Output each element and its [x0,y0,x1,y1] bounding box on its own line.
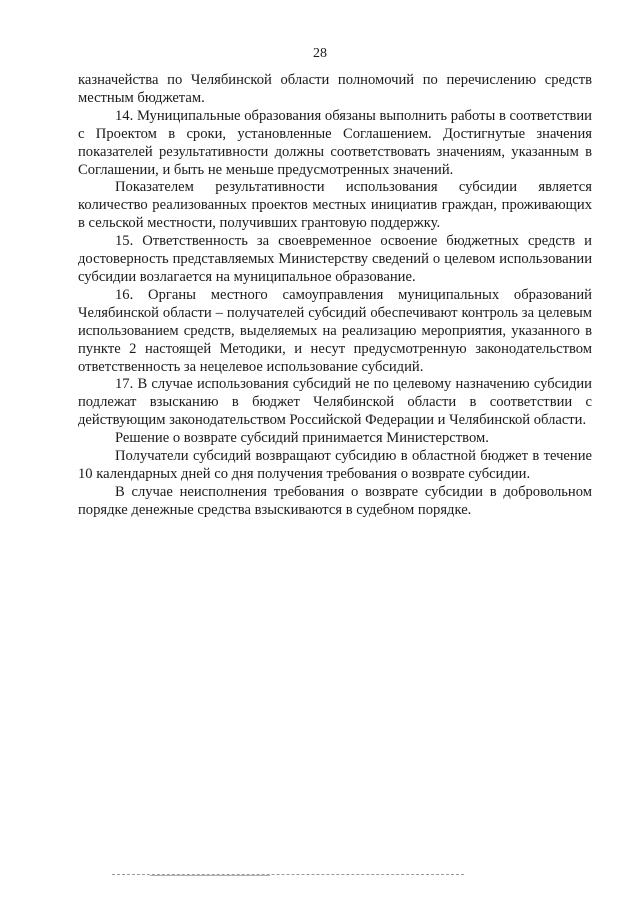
paragraph-return-decision: Решение о возврате субсидий принимается Министерством. [115,430,489,447]
paragraph-court-recovery: В случае неисполнения требования о возврате субсидии в добровольном порядке денежные средства взыскиваются в судебном порядке. [78,483,592,518]
paragraph-continuation: казначейства по Челябинской области полномочий по перечислению средств местным бюджетам. [78,72,592,106]
paragraph-return-term: Получатели субсидий возвращают субсидию в областной бюджет в течение 10 календарных дней со дня получения требования о возврате субсидии. [78,448,592,482]
paragraph-item-14: 14. Муниципальные образования обязаны выполнить работы в соответствии с Проектом в сроки, установленные Соглашением. Достигнутые значения показателей результативности должны соответствовать значениям, указанным в Соглашении, и быть не меньше предусмотренных значений. [78,107,592,178]
paragraph-item-16: 16. Органы местного самоуправления муниципальных образований Челябинской области – получателей субсидий обеспечивают контроль за целевым использованием средств, выделяемых на реализацию мероприятия, указанного в пункте 2 настоящей Методики, и несут предусмотренную законодательством ответственность за нецелевое использование субсидий. [78,286,592,375]
page-number: 28 [313,46,327,61]
footer-rule-fragment [150,875,270,876]
document-body [78,72,592,520]
paragraph-result-indicator: Показателем результативности использования субсидии является количество реализованных проектов местных инициатив граждан, проживающих в сельской местности, получивших грантовую поддержку. [78,179,592,232]
paragraph-item-15: 15. Ответственность за своевременное освоение бюджетных средств и достоверность представляемых Министерству сведений о целевом использовании субсидии возлагается на муниципальное образование. [78,233,592,285]
paragraph-item-17: 17. В случае использования субсидий не по целевому назначению субсидии подлежат взысканию в бюджет Челябинской области в соответствии с действующим законодательством Российской Федерации и Челябинской области. [78,376,592,429]
